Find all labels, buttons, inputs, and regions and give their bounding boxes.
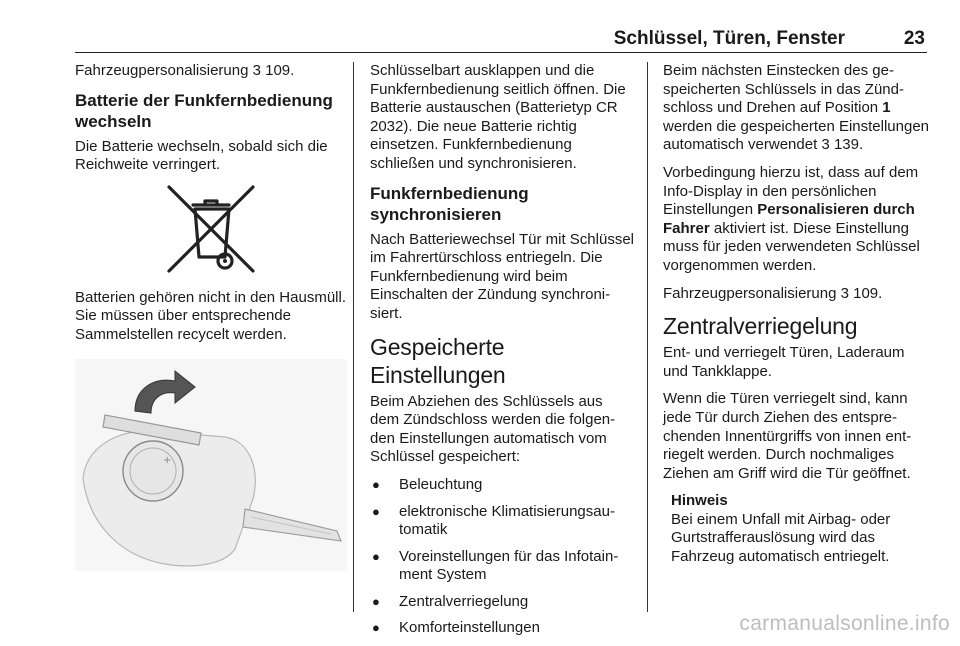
heading-saved-settings: Gespeicherte Einstellungen (370, 333, 506, 388)
reference-triangle-icon: 3 (252, 62, 261, 79)
list-item: ● Voreinstellungen für das Infotainment System (370, 548, 634, 585)
list-item: ● Beleuchtung (370, 476, 634, 495)
paragraph-locked-doors: Wenn die Türen verriegelt sind, kann jede Tür durch Ziehen des entsprechenden Innentürgriffs von innen entriegelt werden. Durch nochmaliges Ziehen am Griff wird die Tür geöffnet. (663, 390, 912, 482)
note-box (671, 492, 931, 566)
list-item: ● elektronische Klimatisierungsautomatik (370, 503, 634, 540)
menu-setting-name: Personalisieren durch Fahrer (663, 201, 915, 237)
crossed-out-wheelie-bin-icon (163, 185, 259, 277)
list-item: ● Zentralverriegelung (370, 593, 634, 612)
page-number: 23 (903, 28, 925, 49)
column-left (75, 62, 347, 571)
cross-reference[interactable]: Fahrzeugpersonalisierung 3 109. (75, 62, 295, 79)
paragraph-key-open: Schlüsselbart ausklappen und die Funkfernbedienung seitlich öffnen. Die Batterie austauschen (Batterietyp CR 2032). Die neue Batterie richtig einsetzen. Funkfernbedienung schließen und synchronisieren. (370, 62, 626, 172)
reference-triangle-icon: 3 (821, 136, 830, 154)
column-divider (353, 62, 354, 612)
paragraph-next-insert: Beim nächsten Einstecken des gespeicherten Schlüssels in das Zündschloss und Drehen auf Position 1 werden die gespeicherten Einstellungen automatisch verwendet 3 139. (663, 62, 930, 154)
page-title: Schlüssel, Türen, Fenster (613, 28, 845, 49)
heading-central-locking: Zentralverriegelung (663, 313, 858, 340)
note-text: Bei einem Unfall mit Airbag- oder Gurtstrafferauslösung wird das Fahrzeug automatisch entriegelt. (671, 510, 891, 566)
cross-reference[interactable]: Fahrzeugpersonalisierung 3 109. (663, 284, 883, 302)
column-middle (370, 62, 634, 646)
paragraph-sync: Nach Batteriewechsel Tür mit Schlüssel im Fahrertürschloss entriegeln. Die Funkfernbedienung wird beim Einschalten der Zündung synchronisiert. (370, 230, 634, 322)
paragraph-precondition: Vorbedingung hierzu ist, dass auf dem Info-Display in den persönlichen Einstellungen Personalisieren durch Fahrer aktiviert ist. Diese Einstellung muss für jeden verwendeten Schlüssel vorgenommen werden. (663, 163, 920, 274)
paragraph-saved: Beim Abziehen des Schlüssels aus dem Zündschloss werden die folgenden Einstellungen automatisch vom Schlüssel gespeichert: (370, 392, 616, 466)
reference-triangle-icon: 3 (840, 284, 849, 302)
note-title: Hinweis (671, 492, 728, 510)
folding-key-battery-illustration (75, 359, 347, 571)
watermark: carmanualsonline.info (739, 612, 950, 635)
paragraph-disposal: Batterien gehören nicht in den Hausmüll. Sie müssen über entsprechende Sammelstellen recycelt werden. (75, 288, 346, 343)
heading-battery-replace: Batterie der Funkfernbedienung wechseln (75, 90, 333, 131)
paragraph-central: Ent- und verriegelt Türen, Laderaum und Tankklappe. (663, 344, 905, 380)
svg-text:+: + (163, 454, 172, 466)
saved-settings-list (370, 476, 634, 638)
column-right (663, 62, 931, 567)
paragraph-battery: Die Batterie wechseln, sobald sich die Reichweite verringert. (75, 137, 328, 174)
heading-remote-sync: Funkfernbedienung synchronisieren (370, 183, 529, 224)
cross-reference[interactable]: 139. (833, 136, 864, 154)
page-header (75, 28, 927, 53)
column-divider (647, 62, 648, 612)
list-item: ● Komforteinstellungen (370, 619, 634, 638)
